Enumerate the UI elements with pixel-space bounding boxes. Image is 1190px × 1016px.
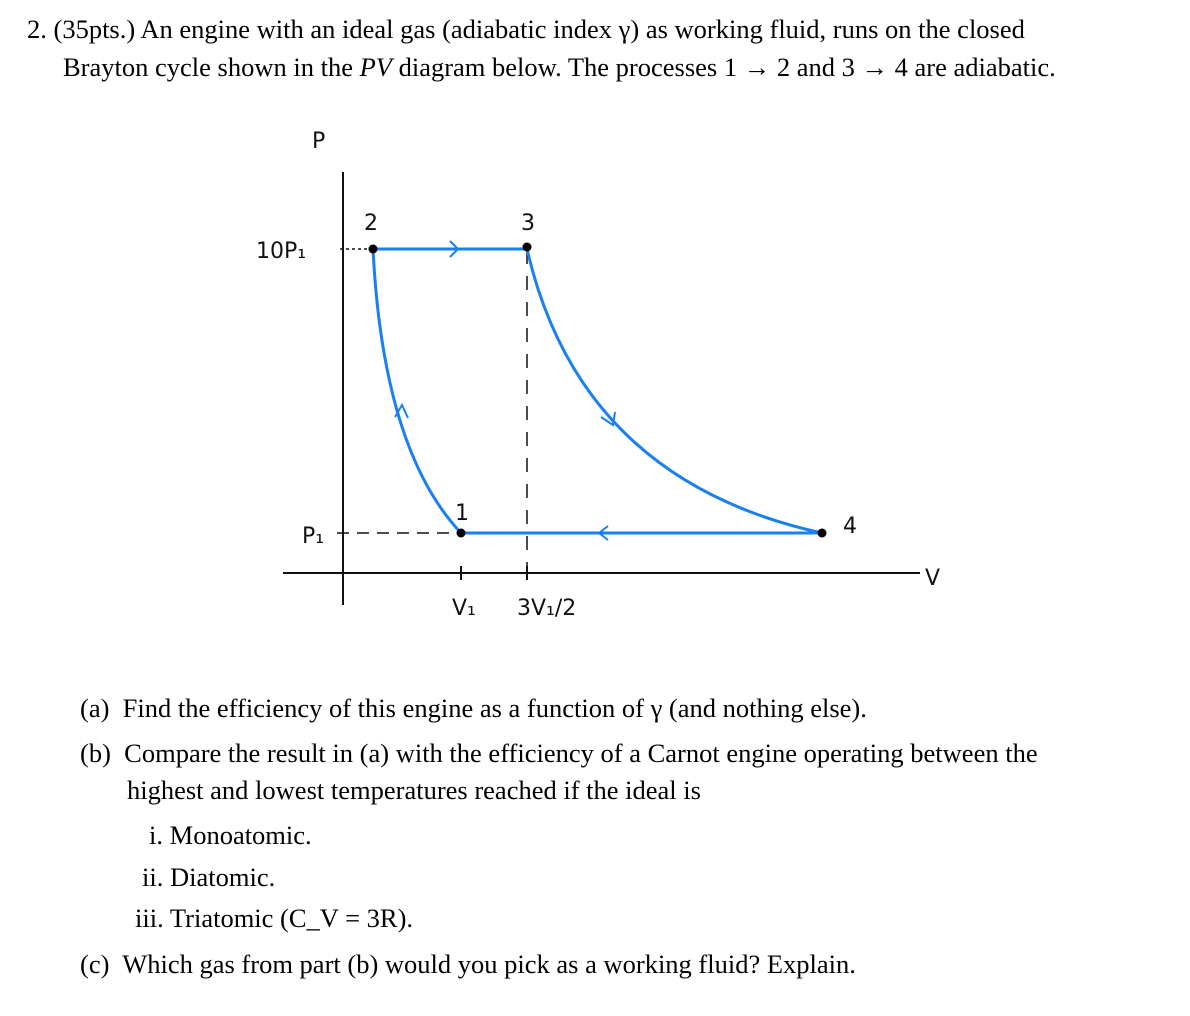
part-b-text-1: Compare the result in (a) with the efficiency of a Carnot engine operating between the: [124, 738, 1038, 768]
part-c-label: (c): [80, 949, 110, 979]
part-a-label: (a): [80, 693, 110, 723]
part-a: [80, 695, 867, 722]
p-low-label: P₁: [302, 524, 325, 549]
sub-label: ii.: [142, 862, 164, 892]
sub-text: Monoatomic.: [169, 820, 312, 850]
point-4-label: 4: [843, 514, 857, 539]
sub-item-iii: [135, 905, 413, 932]
point-1-label: 1: [455, 501, 469, 526]
v3-label: 3V₁/2: [517, 596, 577, 621]
part-b-label: (b): [80, 738, 111, 768]
problem-number: 2.: [27, 14, 47, 44]
sub-item-ii: [142, 864, 275, 891]
point-2-label: 2: [364, 211, 378, 236]
problem-points: (35pts.): [53, 14, 136, 44]
v-axis-label: V: [925, 566, 941, 591]
sub-text: Diatomic.: [169, 862, 276, 892]
process-1-2: [373, 249, 461, 533]
sub-item-i: [149, 822, 312, 849]
sub-label: i.: [149, 820, 163, 850]
pv-symbol: PV: [359, 52, 392, 82]
part-b: [80, 740, 1038, 767]
problem-text-2b: diagram below. The processes 1 → 2 and 3 → 4 are adiabatic.: [391, 52, 1056, 82]
problem-text-1: An engine with an ideal gas (adiabatic index γ) as working fluid, runs on the closed: [140, 14, 1025, 44]
v1-label: V₁: [452, 596, 476, 621]
sub-label: iii.: [135, 903, 164, 933]
part-b-text-2: highest and lowest temperatures reached if the ideal is: [127, 775, 701, 805]
part-a-text: Find the efficiency of this engine as a function of γ (and nothing else).: [122, 693, 867, 723]
p-axis-label: P: [312, 129, 326, 154]
part-c: [80, 951, 856, 978]
process-3-4: [527, 249, 822, 533]
part-c-text: Which gas from part (b) would you pick as a working fluid? Explain.: [122, 949, 856, 979]
problem-text-2a: Brayton cycle shown in the: [63, 52, 360, 82]
p-high-label: 10P₁: [256, 239, 307, 264]
sub-text: Triatomic (C_V = 3R).: [169, 903, 414, 933]
point-3-label: 3: [521, 211, 535, 236]
